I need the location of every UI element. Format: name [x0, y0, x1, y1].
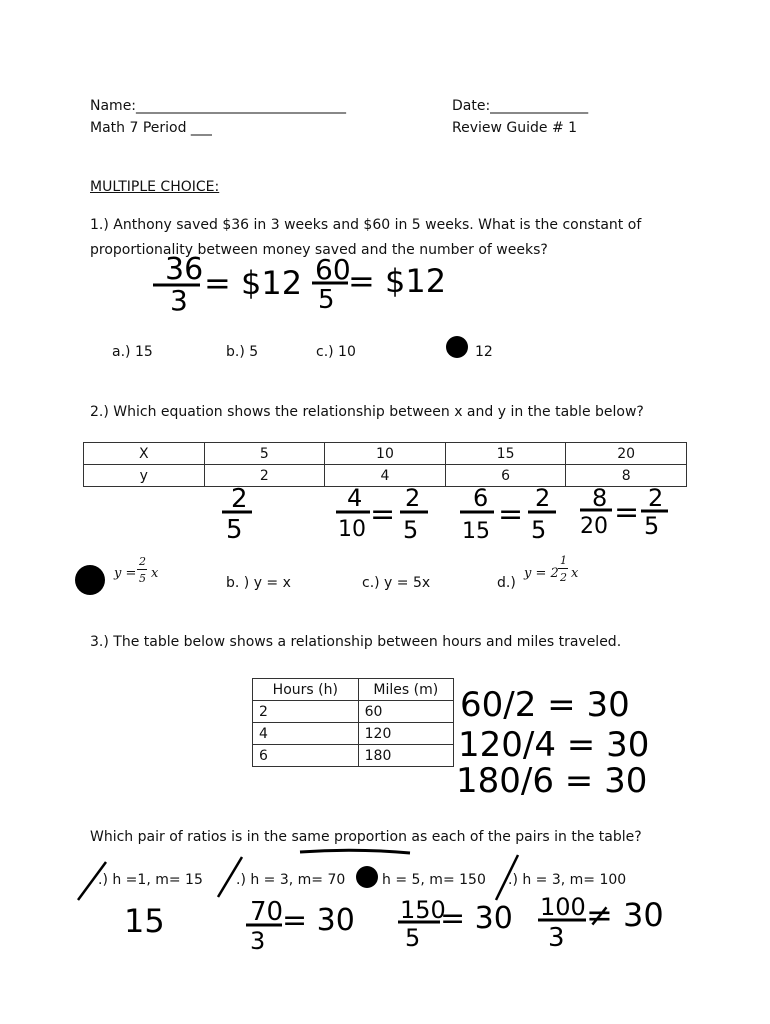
review-guide-label: Review Guide # 1: [452, 120, 578, 136]
table-cell: 8: [566, 465, 687, 487]
hw-text: =: [370, 497, 396, 532]
table-cell: 180: [358, 745, 453, 767]
table-cell: 10: [325, 443, 446, 465]
hw-text: 70: [250, 897, 284, 927]
q2-choice-d-lhs: y = 2: [524, 566, 559, 581]
q1-choice-a: a.) 15: [112, 344, 153, 360]
table-cell: y: [84, 465, 205, 487]
q2-choice-d-label: d.): [497, 575, 516, 591]
date-field-label: Date:______________: [452, 98, 589, 114]
table-cell: 4: [325, 465, 446, 487]
table-cell: 6: [445, 465, 566, 487]
q3-handwritten-work: [456, 685, 649, 801]
q2-choice-a-den: 5: [139, 572, 146, 585]
q2-choice-a-num: 2: [139, 555, 146, 568]
q1-choice-d: 12: [475, 344, 493, 360]
hw-text: 120/4 = 30: [458, 725, 650, 765]
table-cell: 60: [358, 701, 453, 723]
hw-text: 5: [226, 515, 243, 545]
table-cell: 120: [358, 723, 453, 745]
hw-cross-out: [496, 855, 518, 900]
hw-text: 10: [338, 517, 366, 542]
hw-text: = $12: [348, 262, 447, 300]
q2-handwritten-work: [222, 484, 668, 545]
q1-handwritten-work: [153, 252, 446, 317]
q2-choice-a-lhs: y =: [114, 566, 137, 581]
hw-text: =: [614, 495, 640, 530]
q1-choice-b: b.) 5: [226, 344, 259, 360]
hw-text: 15: [462, 519, 490, 544]
hw-text: 180/6 = 30: [456, 761, 648, 801]
hw-text: 60: [315, 253, 351, 286]
q2-text: 2.) Which equation shows the relationship between x and y in the table below?: [90, 404, 644, 420]
q3-text: 3.) The table below shows a relationship between hours and miles traveled.: [90, 634, 622, 650]
table-header-miles: Miles (m): [358, 679, 453, 701]
hw-text: 3: [170, 284, 188, 317]
hw-text: 15: [124, 902, 165, 940]
q2-choice-d-den: 2: [560, 571, 567, 584]
q3-choice-c: h = 5, m= 150: [382, 872, 486, 888]
hw-text: 20: [580, 514, 608, 539]
hw-text: 2: [648, 484, 664, 512]
hw-text: = 30: [282, 903, 355, 938]
table-cell: X: [84, 443, 205, 465]
selected-answer-mark: [356, 866, 378, 888]
hw-text: 2: [231, 484, 248, 514]
q3-question-emphasis: same proportion: [291, 829, 407, 845]
hw-text: 6: [473, 484, 489, 512]
q3-choice-handwritten-work: [124, 893, 664, 955]
hw-cross-out: [78, 862, 106, 900]
q2-choice-b: b. ) y = x: [226, 575, 291, 591]
hw-text: = 30: [440, 901, 513, 936]
q3-question-prefix: Which pair of ratios is in the: [90, 829, 292, 845]
table-cell: 20: [566, 443, 687, 465]
q3-choice-a: .) h =1, m= 15: [98, 872, 203, 888]
table-cell: 2: [253, 701, 359, 723]
table-cell: 15: [445, 443, 566, 465]
hw-text: 5: [318, 285, 335, 315]
q2-choice-d-var: x: [571, 566, 579, 581]
hw-text: 60/2 = 30: [460, 685, 630, 725]
table-cell: 6: [253, 745, 359, 767]
hw-text: 150: [400, 896, 446, 924]
hw-text: 5: [531, 516, 547, 544]
hw-text: 5: [644, 512, 660, 540]
hw-cross-out: [218, 857, 242, 897]
q3-choice-d: .) h = 3, m= 100: [508, 872, 627, 888]
q1-text-line1: 1.) Anthony saved $36 in 3 weeks and $60 in 5 weeks. What is the constant of: [90, 217, 642, 233]
hw-text: 5: [403, 516, 419, 544]
hw-text: 2: [535, 484, 551, 512]
hw-text: 5: [405, 924, 421, 952]
section-title: MULTIPLE CHOICE:: [90, 179, 220, 195]
q2-choice-a-var: x: [151, 566, 159, 581]
hw-text: 36: [165, 252, 204, 287]
q1-choice-c: c.) 10: [316, 344, 356, 360]
hw-text: 4: [347, 484, 363, 512]
hw-text: 8: [592, 484, 608, 512]
hw-text: ≠ 30: [586, 896, 664, 934]
q3-question-suffix: as each of the pairs in the table?: [406, 829, 642, 845]
table-cell: 4: [253, 723, 359, 745]
hw-text: 2: [405, 484, 421, 512]
q2-choice-d-num: 1: [560, 554, 567, 567]
period-label: Math 7 Period ___: [90, 120, 212, 136]
name-field-label: Name:______________________________: [90, 98, 347, 114]
hw-text: 100: [540, 893, 586, 921]
table-header-hours: Hours (h): [253, 679, 359, 701]
q3-choice-b: .) h = 3, m= 70: [236, 872, 346, 888]
hw-text: 3: [548, 923, 565, 953]
hw-underline: [300, 850, 410, 853]
hw-text: 3: [250, 927, 266, 955]
selected-answer-mark: [446, 336, 468, 358]
q2-choice-c: c.) y = 5x: [362, 575, 431, 591]
table-cell: 2: [204, 465, 325, 487]
hw-text: = $12: [204, 264, 303, 302]
q1-text-line2: proportionality between money saved and the number of weeks?: [90, 242, 548, 258]
selected-answer-mark: [75, 565, 105, 595]
hw-text: =: [498, 497, 524, 532]
table-cell: 5: [204, 443, 325, 465]
